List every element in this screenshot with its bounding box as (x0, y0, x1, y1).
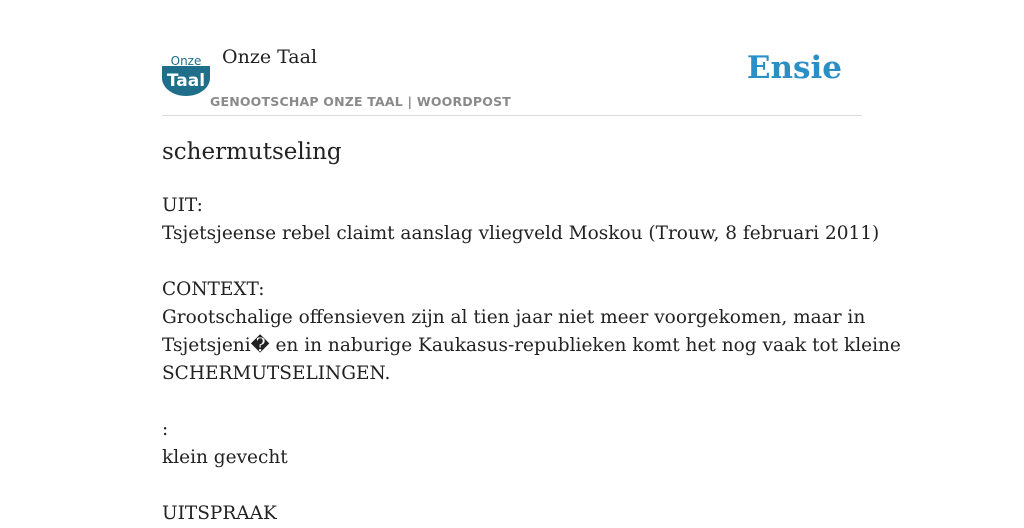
body-line (162, 248, 862, 276)
body-line (162, 388, 862, 416)
body-line: : (162, 419, 169, 440)
entry-title: schermutseling (162, 139, 342, 165)
body-line (162, 472, 862, 500)
body-line: Tsjetsjeni� en in naburige Kaukasus-republieken komt het nog vaak tot kleine (162, 335, 901, 356)
body-line: SCHERMUTSELINGEN. (162, 363, 391, 384)
body-line: klein gevecht (162, 447, 288, 468)
onze-taal-logo[interactable] (162, 54, 210, 96)
body-line: Grootschalige offensieven zijn al tien jaar niet meer voorgekomen, maar in (162, 307, 866, 328)
logo-text-bottom: Taal (166, 71, 206, 91)
entry-body (162, 192, 901, 528)
body-line: UITSPRAAK (162, 503, 277, 524)
site-header (162, 40, 862, 116)
body-line: UIT: (162, 195, 203, 216)
site-subtitle: GENOOTSCHAP ONZE TAAL | WOORDPOST (210, 94, 512, 109)
body-line: CONTEXT: (162, 279, 265, 300)
ensie-brand-link[interactable]: Ensie (746, 50, 842, 86)
site-name[interactable]: Onze Taal (222, 46, 318, 68)
body-line: Tsjetsjeense rebel claimt aanslag vliegveld Moskou (Trouw, 8 februari 2011) (162, 223, 880, 244)
logo-text-top: Onze (170, 54, 202, 68)
